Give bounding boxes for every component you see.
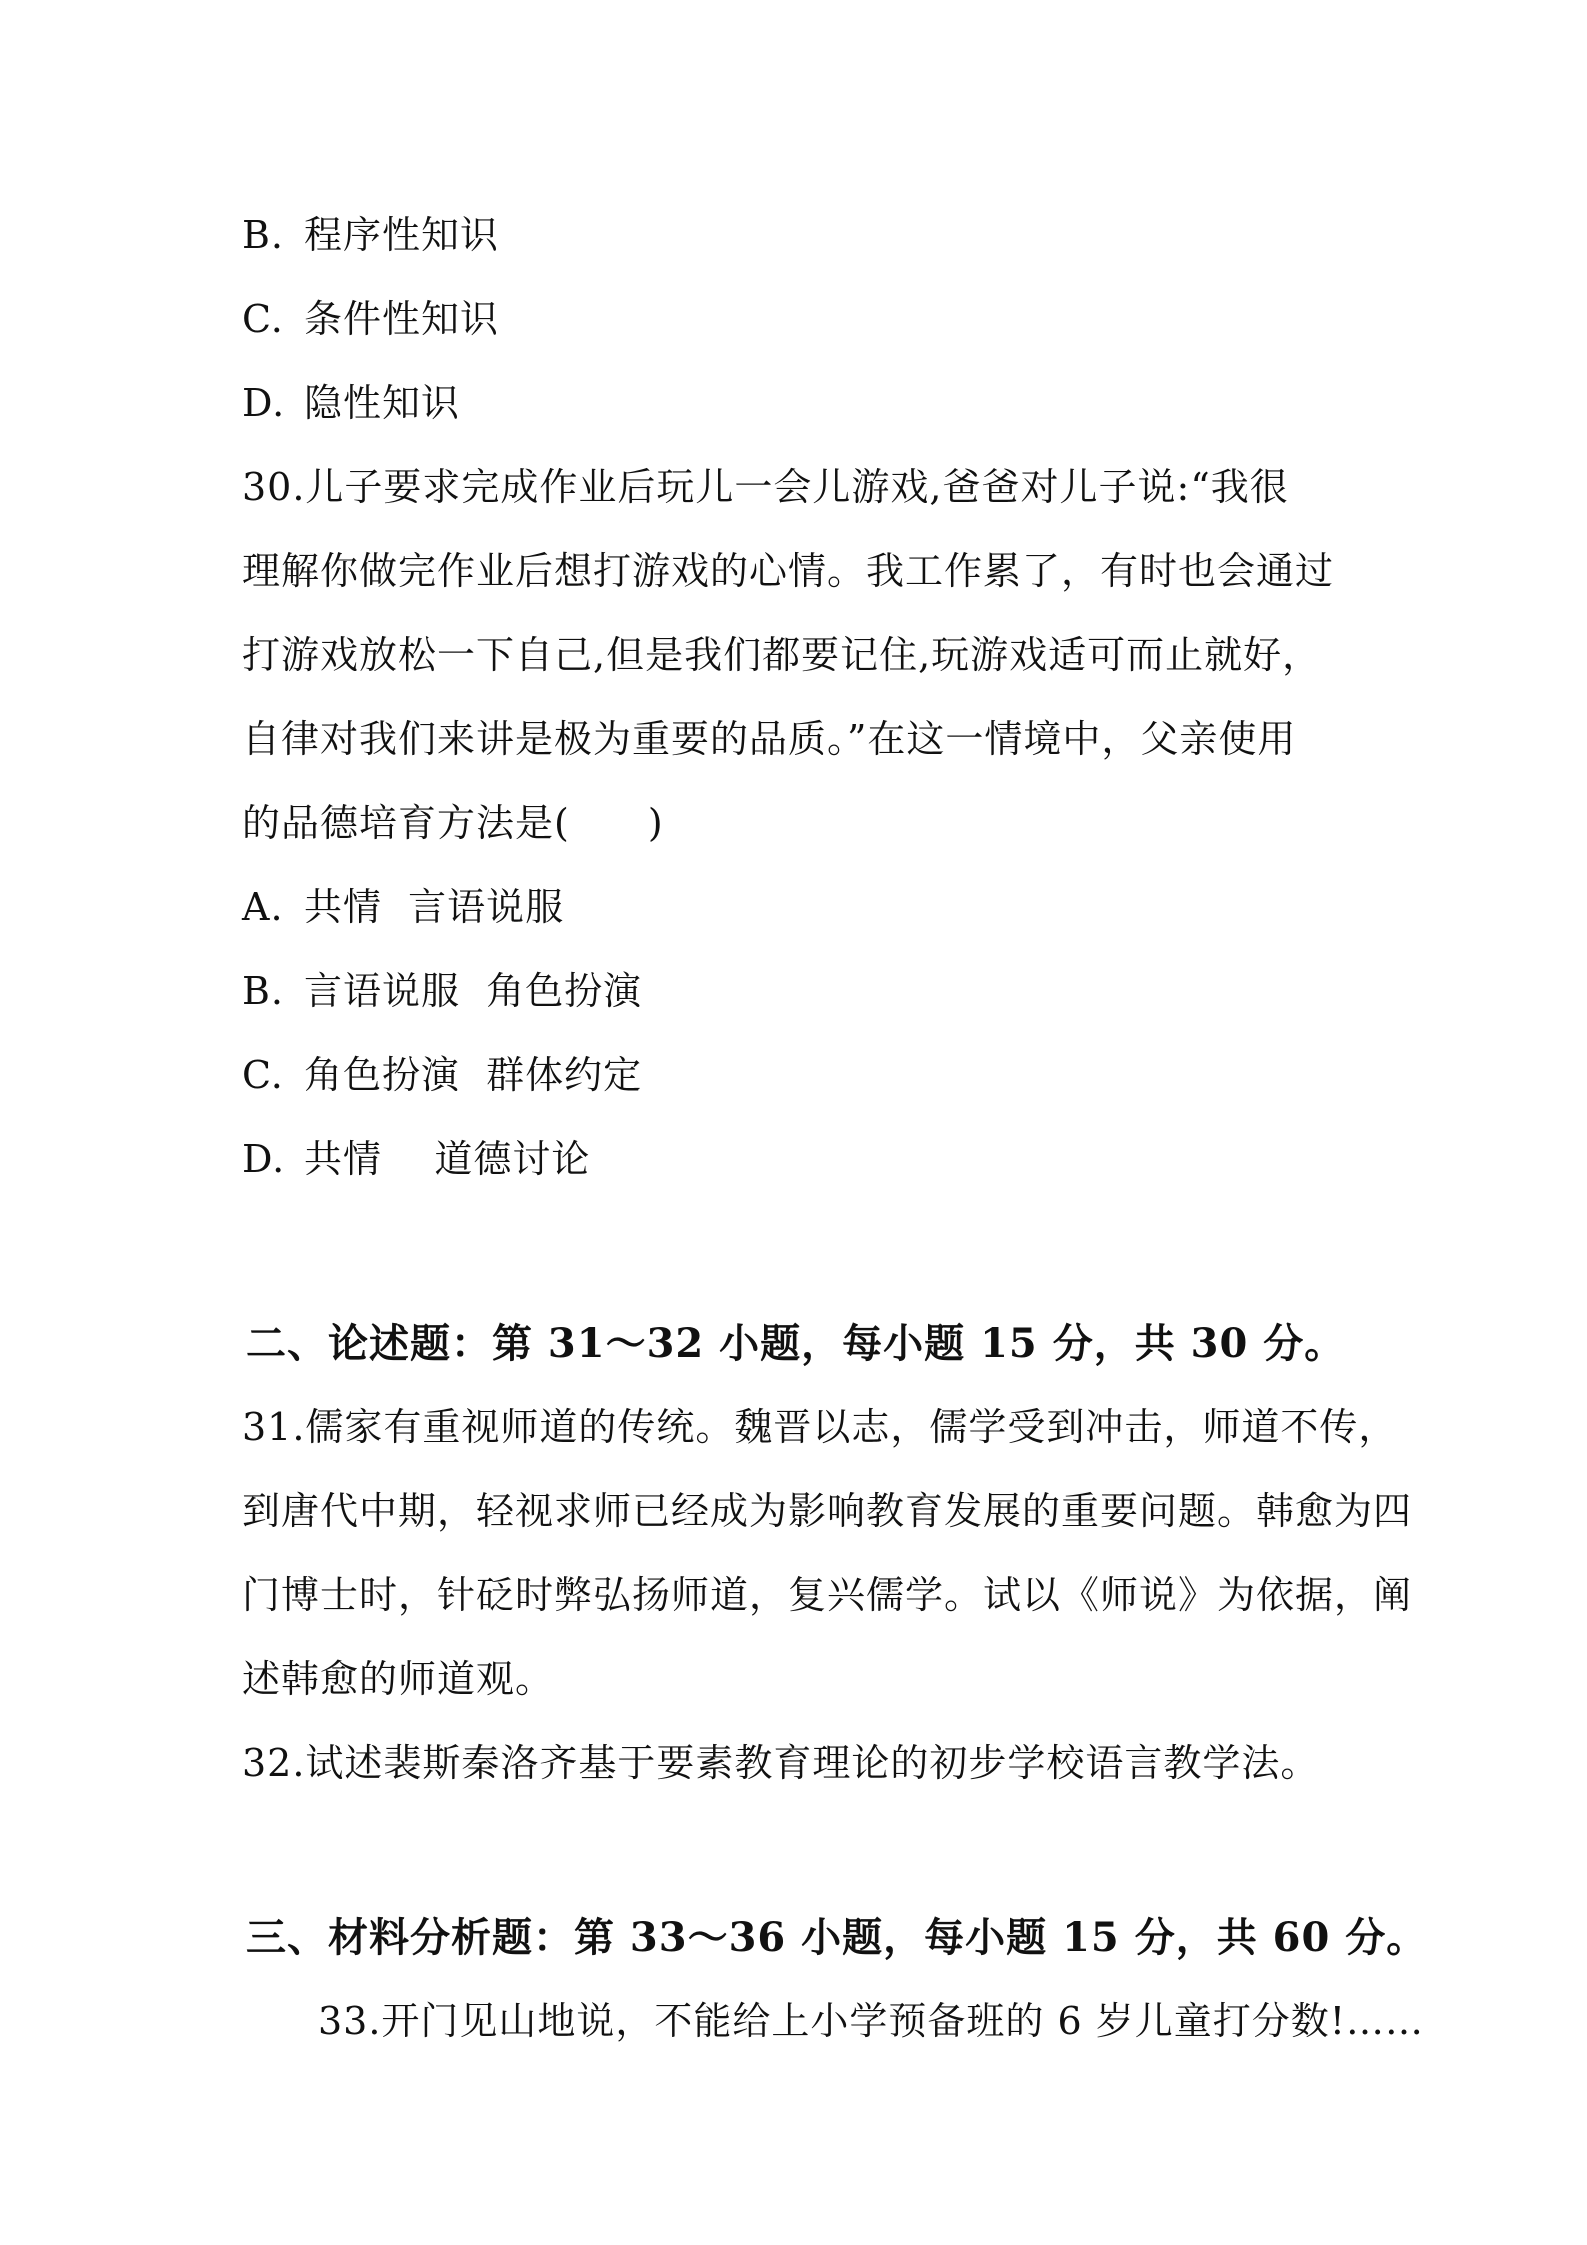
option-letter: B.	[242, 213, 285, 257]
option-text: 言语说服 角色扮演	[304, 969, 643, 1013]
q33-text: 33.开门见山地说，不能给上小学预备班的 6 岁儿童打分数!……	[318, 1999, 1425, 2043]
option-text: 共情 道德讨论	[304, 1137, 591, 1181]
option-letter: D.	[242, 381, 286, 425]
option-text: 隐性知识	[304, 381, 461, 425]
option-text: 程序性知识	[304, 213, 500, 257]
q29-option-b	[242, 210, 499, 260]
option-letter: C.	[242, 297, 284, 341]
option-letter: C.	[242, 1053, 284, 1097]
option-letter: D.	[242, 1137, 286, 1181]
option-text: 共情 言语说服	[304, 885, 565, 929]
q30-stem-line: 理解你做完作业后想打游戏的心情。我工作累了，有时也会通过	[242, 549, 1335, 593]
q30-stem-line: 打游戏放松一下自己,但是我们都要记住,玩游戏适可而止就好，	[242, 633, 1322, 677]
option-letter: A.	[242, 885, 284, 929]
q31-line: 述韩愈的师道观。	[242, 1657, 555, 1701]
q31-line: 门博士时，针砭时弊弘扬师道，复兴儒学。试以《师说》为依据，阐	[242, 1573, 1413, 1617]
q30-stem-line: 的品德培育方法是( )	[242, 801, 664, 845]
q32-text: 32.试述裴斯秦洛齐基于要素教育理论的初步学校语言教学法。	[242, 1741, 1320, 1785]
option-text: 条件性知识	[304, 297, 500, 341]
q30-option-b	[242, 966, 642, 1016]
q30-stem-line: 自律对我们来讲是极为重要的品质。”在这一情境中，父亲使用	[242, 717, 1297, 761]
q30-stem-line: 30.儿子要求完成作业后玩儿一会儿游戏,爸爸对儿子说:“我很	[242, 465, 1289, 509]
q31-line: 31.儒家有重视师道的传统。魏晋以志，儒学受到冲击，师道不传，	[242, 1405, 1398, 1449]
q30-option-c	[242, 1050, 642, 1100]
q29-option-d	[242, 378, 460, 428]
q29-option-c	[242, 294, 499, 344]
option-text: 角色扮演 群体约定	[304, 1053, 643, 1097]
section-heading-analysis: 三、材料分析题：第 33～36 小题，每小题 15 分，共 60 分。	[246, 1914, 1428, 1961]
q31-line: 到唐代中期，轻视求师已经成为影响教育发展的重要问题。韩愈为四	[242, 1489, 1413, 1533]
section-heading-essay: 二、论述题：第 31～32 小题，每小题 15 分，共 30 分。	[246, 1320, 1346, 1367]
q30-option-a	[242, 882, 564, 932]
option-letter: B.	[242, 969, 285, 1013]
q30-option-d	[242, 1134, 590, 1184]
